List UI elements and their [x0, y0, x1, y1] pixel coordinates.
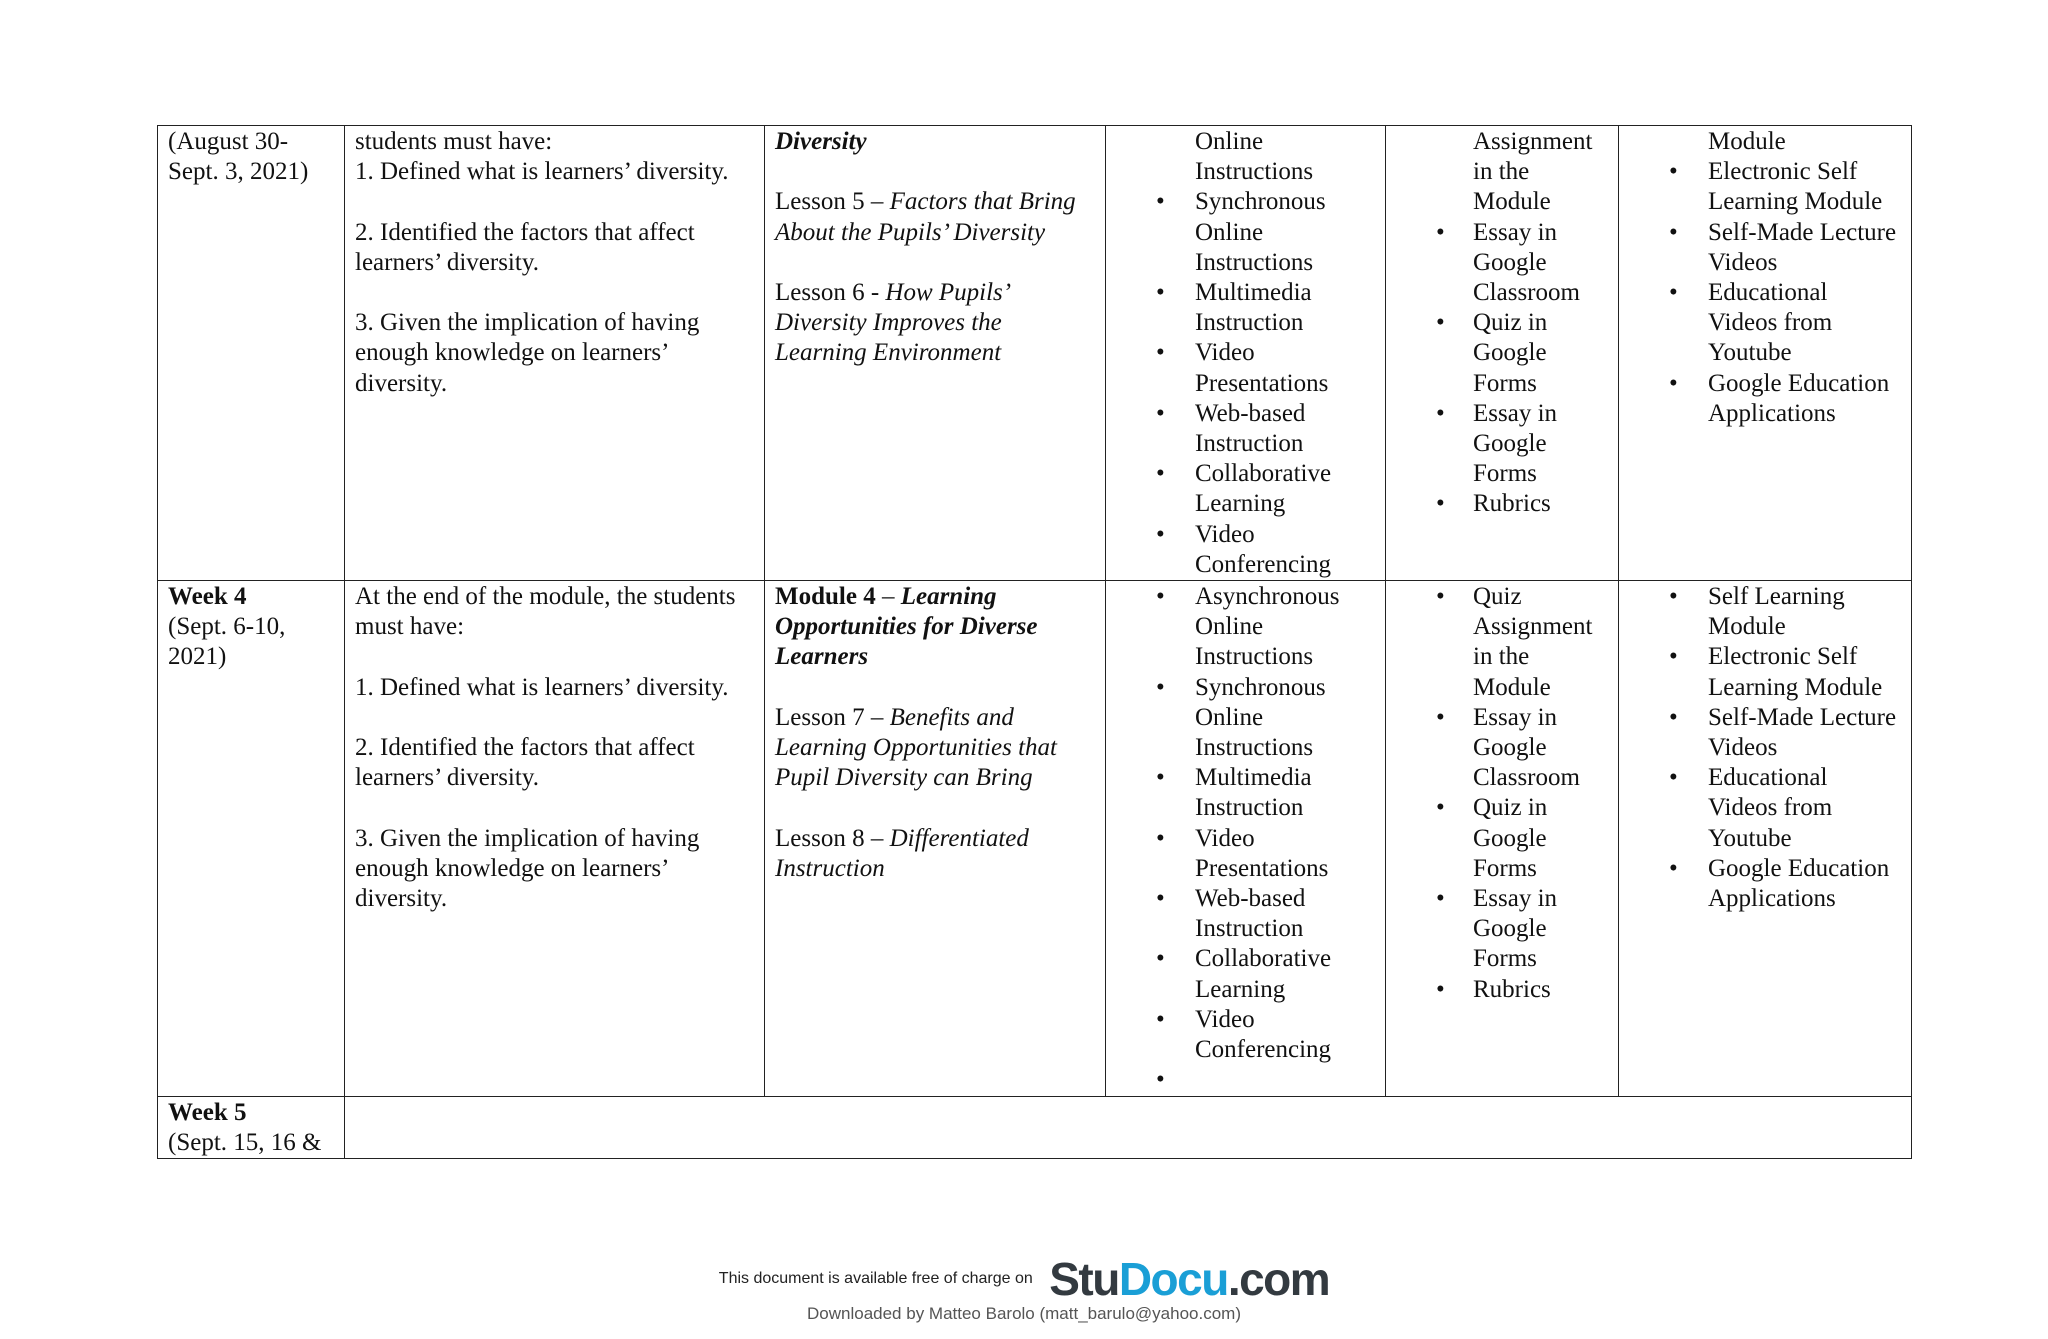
- list-item: • Essay in Google Classroom: [1396, 218, 1608, 309]
- lesson-title: How Pupils’ Diversity Improves the Learning Environment: [775, 278, 1009, 367]
- list-item: • Electronic Self Learning Module: [1629, 157, 1901, 217]
- list-item: • Collaborative Learning: [1116, 944, 1375, 1004]
- strategies-cell: [1106, 581, 1386, 1096]
- objectives-cell: [345, 126, 765, 581]
- resources-list: [1629, 582, 1901, 914]
- list-item: • Quiz Assignment in the Module: [1396, 582, 1608, 703]
- logo-part: Docu: [1118, 1253, 1228, 1305]
- table-row: [158, 1096, 1912, 1158]
- content-cell: [765, 581, 1106, 1096]
- list-item: • Google Education Applications: [1629, 369, 1901, 429]
- strategies-list: [1116, 582, 1375, 1095]
- objectives-intro: students must have:: [355, 128, 553, 155]
- week-label: Week 5: [168, 1098, 247, 1126]
- lesson-entry: [775, 703, 1095, 794]
- content-cell: [765, 126, 1106, 581]
- resources-cell: [1619, 581, 1912, 1096]
- module-dash: –: [875, 583, 901, 611]
- list-item-empty: [1116, 1065, 1375, 1095]
- list-item: • Quiz in Google Forms: [1396, 793, 1608, 884]
- lesson-entry: [775, 824, 1095, 884]
- objective-item: 1. Defined what is learners’ diversity.: [355, 158, 729, 186]
- assessment-cell: [1386, 581, 1619, 1096]
- lesson-title: Benefits and Learning Opportunities that Pupil Diversity can Bring: [775, 703, 1057, 792]
- objective-item: 1. Defined what is learners’ diversity.: [355, 673, 729, 701]
- list-item: • Multimedia Instruction: [1116, 278, 1375, 338]
- list-item: • Essay in Google Forms: [1396, 399, 1608, 490]
- studocu-banner: [0, 1252, 2048, 1305]
- lesson-title: Differentiated Instruction: [775, 824, 1029, 882]
- studocu-logo[interactable]: [1049, 1252, 1329, 1306]
- lesson-prefix: Lesson 8 –: [775, 824, 890, 852]
- download-notice: Downloaded by Matteo Barolo (matt_barulo@yahoo.com): [807, 1304, 1241, 1323]
- assessment-cell: [1386, 126, 1619, 581]
- week-date-text: (Sept. 6-10, 2021): [168, 613, 286, 671]
- list-item: • Quiz in Google Forms: [1396, 308, 1608, 399]
- list-item: • Self-Made Lecture Videos: [1629, 218, 1901, 278]
- availability-text: This document is available free of charge on: [718, 1270, 1033, 1287]
- logo-part: .com: [1227, 1253, 1330, 1305]
- lesson-prefix: Lesson 7 –: [775, 703, 890, 731]
- list-item: • Electronic Self Learning Module: [1629, 642, 1901, 702]
- list-item: • Video Conferencing: [1116, 1005, 1375, 1065]
- empty-merged-cell: [345, 1096, 1912, 1158]
- list-item: • Self-Made Lecture Videos: [1629, 703, 1901, 763]
- list-item: • Google Education Applications: [1629, 854, 1901, 914]
- assessment-list: [1396, 582, 1608, 1005]
- lesson-prefix: Lesson 5 –: [775, 188, 890, 216]
- module-heading: Diversity: [775, 128, 867, 155]
- strategies-cell: [1106, 126, 1386, 581]
- lesson-entry: [775, 187, 1095, 217]
- list-item: • Asynchronous Online Instructions: [1116, 582, 1375, 673]
- objectives-cell: [345, 581, 765, 1096]
- assessment-continuation: Assignment in the Module: [1473, 128, 1593, 216]
- list-item: • Essay in Google Classroom: [1396, 703, 1608, 794]
- syllabus-table: [157, 125, 1912, 1159]
- strategy-continuation: Online Instructions: [1195, 128, 1314, 186]
- week-label: Week 4: [168, 583, 247, 611]
- lesson-entry: [775, 278, 1095, 369]
- lesson-prefix: Lesson 6 -: [775, 278, 886, 306]
- table-row: [158, 581, 1912, 1096]
- list-item: • Video Presentations: [1116, 824, 1375, 884]
- module-label: Module 4: [775, 583, 876, 611]
- list-item: • Educational Videos from Youtube: [1629, 278, 1901, 369]
- list-item: • Collaborative Learning: [1116, 459, 1375, 519]
- list-item: • Self Learning Module: [1629, 582, 1901, 642]
- table-row: [158, 126, 1912, 581]
- list-item: • Video Presentations: [1116, 338, 1375, 398]
- lesson-title: Factors that Bring: [889, 188, 1076, 216]
- objective-item: 3. Given the implication of having enough knowledge on learners’ diversity.: [355, 309, 700, 397]
- week-date-cell: [158, 1096, 345, 1158]
- strategies-list: [1116, 187, 1375, 580]
- list-item: • Rubrics: [1396, 975, 1608, 1005]
- resources-cell: [1619, 126, 1912, 581]
- week-date-text: (Sept. 15, 16 &: [168, 1128, 322, 1156]
- objective-item: 2. Identified the factors that affect learners’ diversity.: [355, 734, 695, 792]
- objective-item: 2. Identified the factors that affect learners’ diversity.: [355, 218, 695, 276]
- list-item: • Video Conferencing: [1116, 520, 1375, 580]
- assessment-list: [1396, 218, 1608, 520]
- list-item: • Web-based Instruction: [1116, 399, 1375, 459]
- module-heading: [775, 582, 1095, 673]
- list-item: • Synchronous Online Instructions: [1116, 187, 1375, 278]
- list-item: • Essay in Google Forms: [1396, 884, 1608, 975]
- resources-list: [1629, 157, 1901, 429]
- list-item: • Rubrics: [1396, 489, 1608, 519]
- module-title: Learning Opportunities for Diverse Learners: [775, 583, 1038, 671]
- list-item: • Multimedia Instruction: [1116, 763, 1375, 823]
- week-date-cell: [158, 126, 345, 581]
- list-item: • Synchronous Online Instructions: [1116, 673, 1375, 764]
- week-date-text: (August 30- Sept. 3, 2021): [168, 128, 309, 186]
- list-item: • Web-based Instruction: [1116, 884, 1375, 944]
- resources-continuation: Module: [1708, 128, 1786, 155]
- objective-item: 3. Given the implication of having enough knowledge on learners’ diversity.: [355, 824, 700, 913]
- objectives-intro: At the end of the module, the students must have:: [355, 583, 736, 641]
- lesson-title: About the Pupils’ Diversity: [775, 218, 1046, 246]
- list-item: • Educational Videos from Youtube: [1629, 763, 1901, 854]
- logo-part: Stu: [1049, 1253, 1119, 1305]
- week-date-cell: [158, 581, 345, 1096]
